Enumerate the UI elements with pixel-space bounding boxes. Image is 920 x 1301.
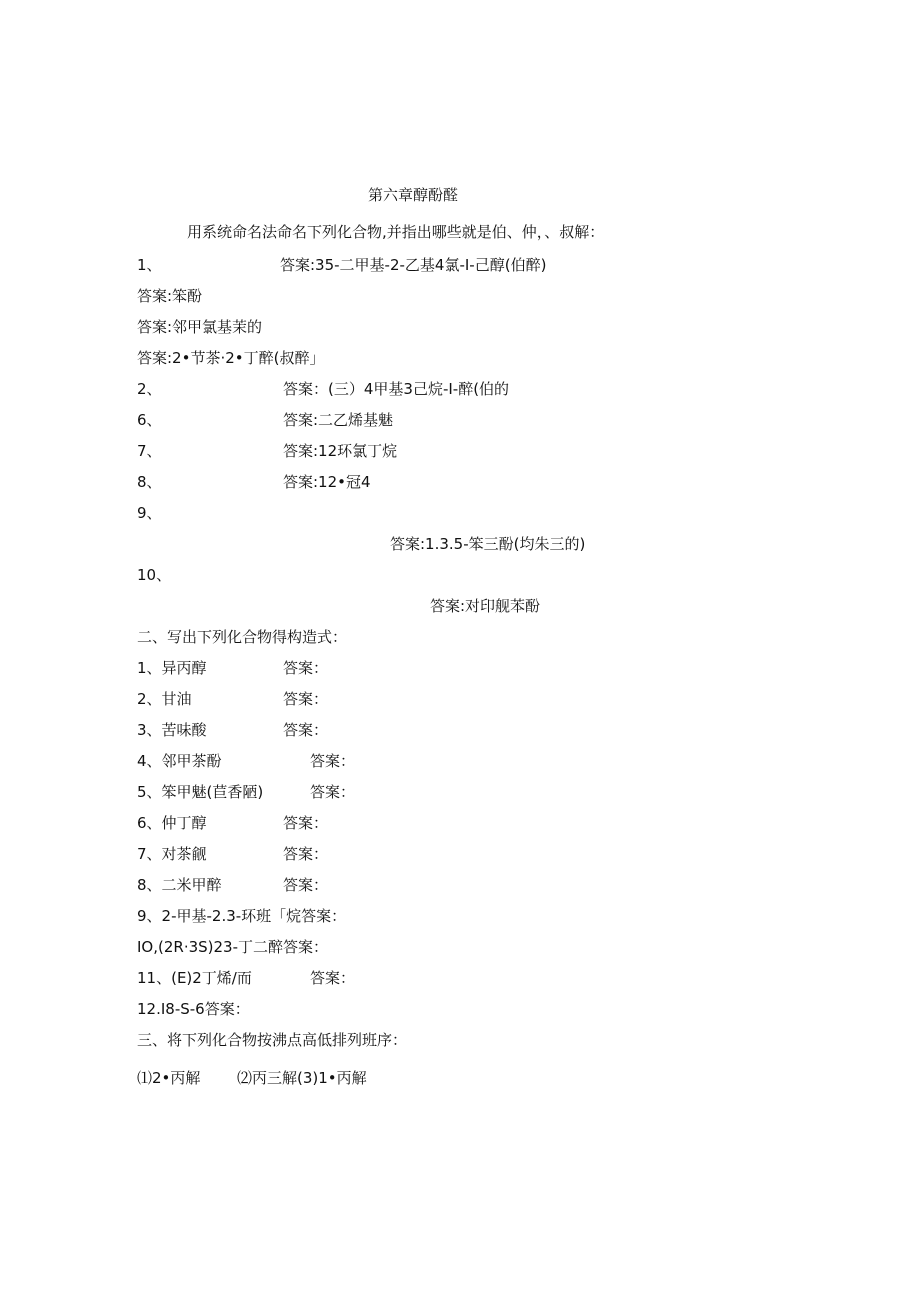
answer-label: 答案：: [283, 876, 329, 894]
item-answer: 答案:2•节茶·2•丁醉(叔醉」: [137, 349, 325, 367]
compound-name: 8、二米甲醉: [137, 876, 222, 894]
item-answer: 答案:笨酚: [137, 287, 203, 305]
item-number: 8、: [137, 473, 162, 491]
compound-name: 1、异丙醇: [137, 659, 207, 677]
compound-name: 3、苦味酸: [137, 721, 207, 739]
item-answer: 答案:35-二甲基-2-乙基4氯-I-己醇(伯醉): [280, 256, 547, 274]
item-number: 2、: [137, 380, 162, 398]
section1-heading: 用系统命名法命名下列化合物,并指出哪些就是伯、仲，、叔解：: [187, 223, 605, 241]
compound-name: 11、(E)2丁烯/而: [137, 969, 252, 987]
item-number: 7、: [137, 442, 162, 460]
compound-name: 2、甘油: [137, 690, 192, 708]
item-number: 10、: [137, 566, 172, 584]
compound-name: 6、仲丁醇: [137, 814, 207, 832]
section2-heading: 二、写出下列化合物得构造式：: [137, 628, 348, 646]
compound-name: 4、邻甲茶酚: [137, 752, 222, 770]
item-answer: 答案:对印舰苯酚: [430, 597, 541, 615]
item-number: 6、: [137, 411, 162, 429]
answer-label: 答案：: [283, 721, 329, 739]
answer-label: 答案：: [283, 659, 329, 677]
answer-label: 答案：: [283, 845, 329, 863]
item-number: 9、: [137, 504, 162, 522]
item-answer: 答案:12环氯丁烷: [283, 442, 398, 460]
boiling-item: ⑵丙三解(3)1•丙解: [237, 1069, 367, 1087]
page-title: 第六章醇酚醛: [368, 186, 459, 204]
answer-label: 答案：: [283, 690, 329, 708]
compound-name: 5、笨甲魅(苣香陋): [137, 783, 264, 801]
answer-label: 答案：: [283, 814, 329, 832]
boiling-item: ⑴2•丙解: [137, 1069, 201, 1087]
item-answer: 答案:二乙烯基魅: [283, 411, 394, 429]
answer-label: 答案：: [310, 752, 356, 770]
compound-line: IO,(2R·3S)23-丁二醉答案：: [137, 938, 329, 956]
compound-line: 12.I8-S-6答案：: [137, 1000, 250, 1018]
compound-name: 7、对茶觎: [137, 845, 207, 863]
item-answer: 答案:1.3.5-笨三酚(均朱三的): [390, 535, 586, 553]
item-answer: 答案：(三）4甲基3己烷-I-醉(伯的: [283, 380, 510, 398]
answer-label: 答案：: [310, 969, 356, 987]
compound-line: 9、2-甲基-2.3-环班「烷答案：: [137, 907, 347, 925]
item-number: 1、: [137, 256, 162, 274]
section3-heading: 三、将下列化合物按沸点高低排列班序：: [137, 1031, 408, 1049]
item-answer: 答案:12•冠4: [283, 473, 371, 491]
answer-label: 答案：: [310, 783, 356, 801]
item-answer: 答案:邻甲氯基茉的: [137, 318, 263, 336]
